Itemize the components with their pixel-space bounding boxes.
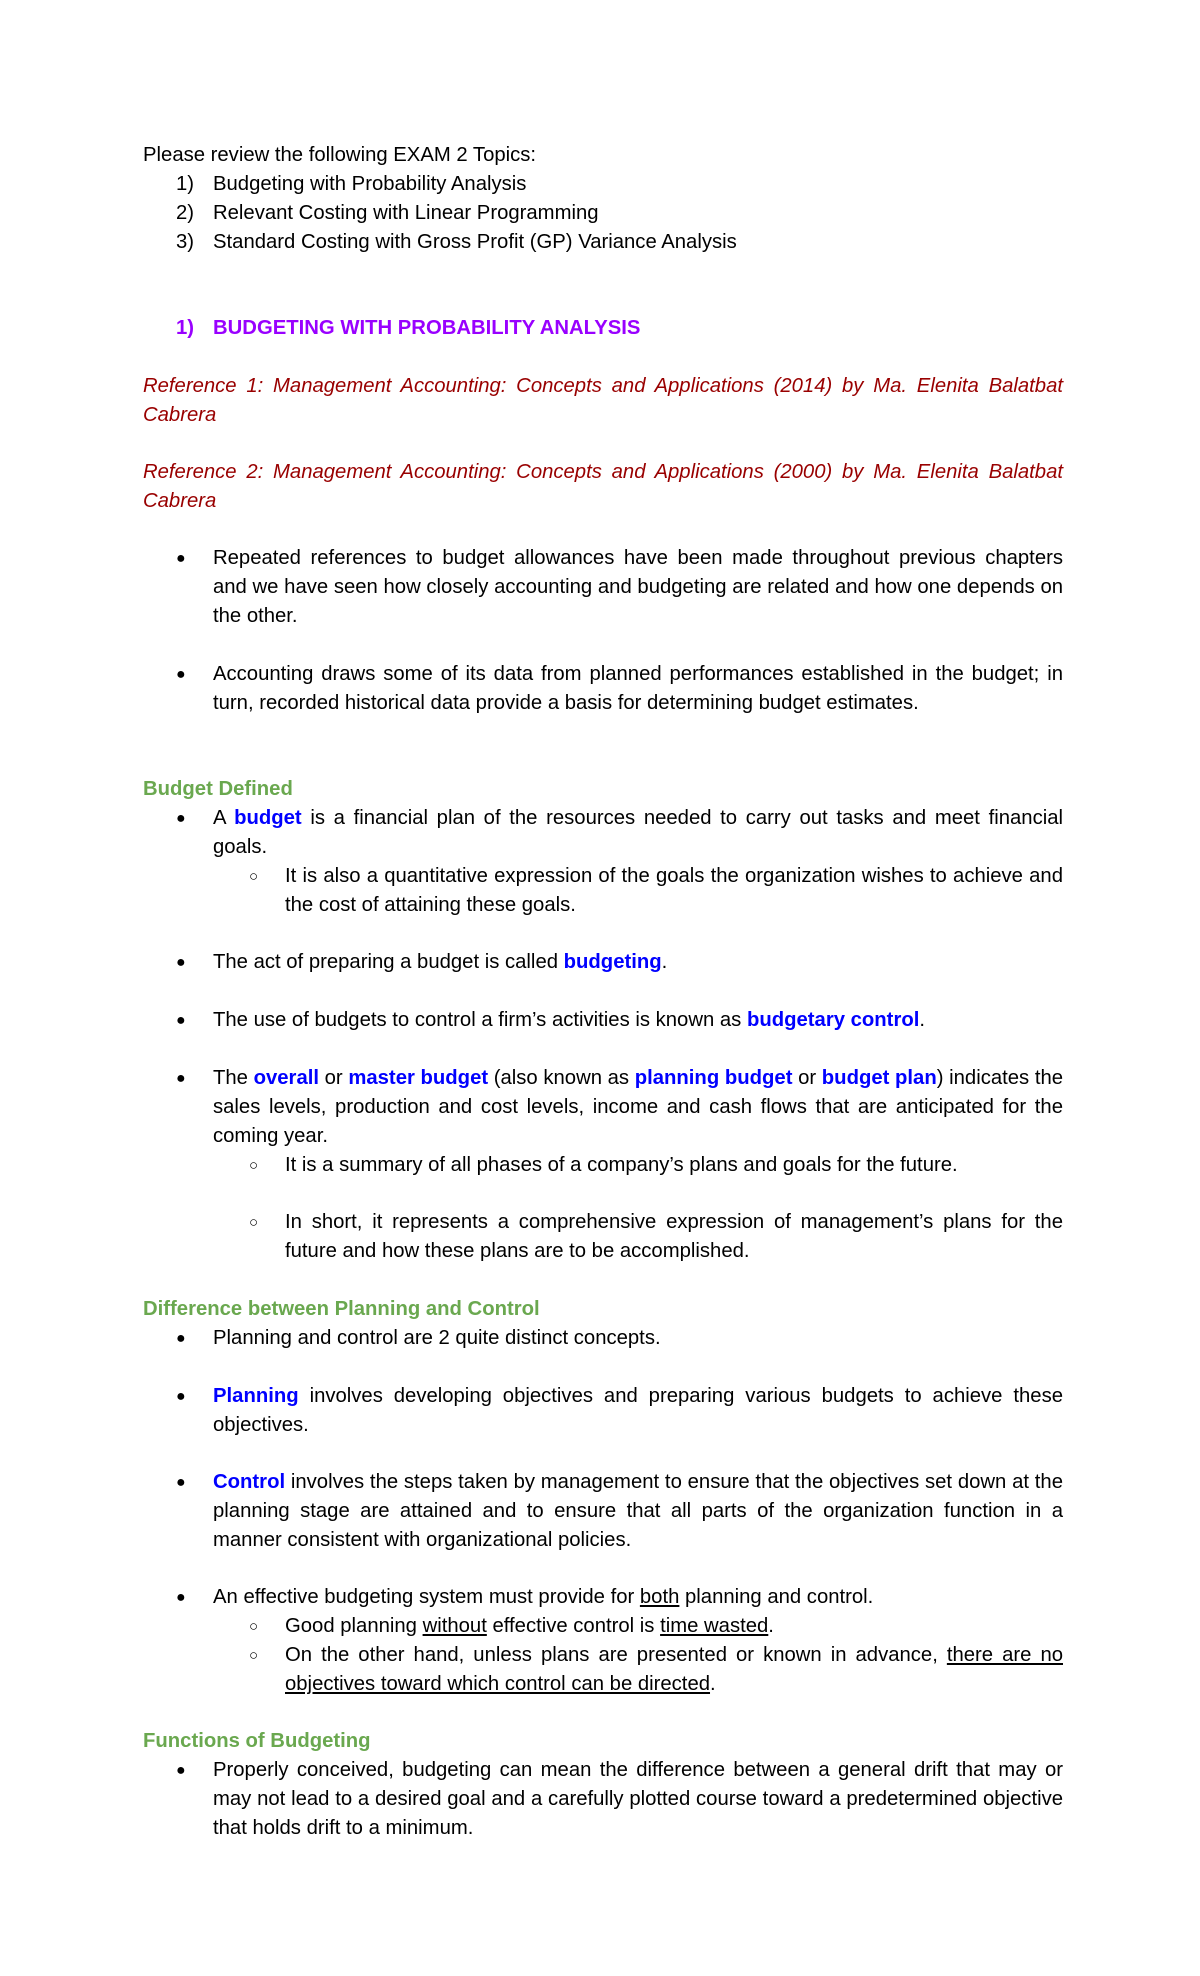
paragraph-quantitative-expression: It is also a quantitative expression of the goals the organization wishes to achieve and the cost of attaining these goals. [285,865,1063,916]
paragraph-master-budget: The overall or master budget (also known as planning budget or budget plan) indicates the sales levels, production and cost levels, income and cash flows that are anticipated for the coming year. [213,1067,1064,1147]
section-title: BUDGETING WITH PROBABILITY ANALYSIS [213,317,641,339]
bullet-glyph: ● [176,1388,186,1405]
term-budget-plan: budget plan [821,1067,937,1089]
paragraph-good-planning: Good planning without effective control is time wasted. [285,1615,774,1637]
bullet-glyph: ● [176,1762,186,1779]
bullet-glyph: ● [176,1070,186,1087]
topic-number: 2) [176,202,195,224]
term-master-budget: master budget [348,1067,489,1089]
paragraph-budgeting: The act of preparing a budget is called budgeting. [213,951,668,973]
topic-item: Budgeting with Probability Analysis [213,173,527,195]
paragraph-accounting-data: Accounting draws some of its data from planned performances established in the budget; in turn, recorded historical data provide a basis for determining budget estimates. [213,663,1063,714]
term-budgetary-control: budgetary control [746,1009,920,1031]
paragraph-planning: Planning involves developing objectives and preparing various budgets to achieve these objectives. [213,1385,1063,1436]
heading-planning-control: Difference between Planning and Control [143,1298,540,1320]
topic-number: 3) [176,231,195,253]
topic-item: Standard Costing with Gross Profit (GP) Variance Analysis [213,231,737,253]
bullet-glyph: ● [176,954,186,971]
heading-functions-of-budgeting: Functions of Budgeting [143,1730,371,1752]
paragraph-comprehensive-expression: In short, it represents a comprehensive expression of management’s plans for the future and how these plans are to be accomplished. [285,1211,1063,1262]
term-control: Control [213,1471,286,1493]
intro-heading: Please review the following EXAM 2 Topics: [143,144,537,166]
bullet-glyph: ● [176,1330,186,1347]
bullet-glyph: ● [176,550,186,567]
sub-bullet-glyph: ○ [249,1618,259,1635]
term-overall: overall [253,1067,319,1089]
bullet-glyph: ● [176,666,186,683]
heading-budget-defined: Budget Defined [143,778,293,800]
reference-2: Reference 2: Management Accounting: Concepts and Applications (2000) by Ma. Elenita Balatbat Cabrera [143,461,1063,512]
sub-bullet-glyph: ○ [249,868,259,885]
sub-bullet-glyph: ○ [249,1157,259,1174]
paragraph-plans-in-advance: On the other hand, unless plans are presented or known in advance, there are no objectives toward which control can be directed. [285,1644,1063,1695]
term-planning-budget: planning budget [634,1067,793,1089]
bullet-glyph: ● [176,1012,186,1029]
sub-bullet-glyph: ○ [249,1214,259,1231]
paragraph-budgetary-control: The use of budgets to control a firm’s activities is known as budgetary control. [213,1009,925,1031]
reference-1: Reference 1: Management Accounting: Concepts and Applications (2014) by Ma. Elenita Balatbat Cabrera [143,375,1063,426]
paragraph-control: Control involves the steps taken by management to ensure that the objectives set down at the planning stage are attained and to ensure that all parts of the organization function in a manner consistent with organizational policies. [213,1471,1063,1551]
term-planning: Planning [213,1385,299,1407]
bullet-glyph: ● [176,1589,186,1606]
paragraph-distinct-concepts: Planning and control are 2 quite distinct concepts. [213,1327,661,1349]
bullet-glyph: ● [176,810,186,827]
topic-item: Relevant Costing with Linear Programming [213,202,599,224]
paragraph-budget-definition: A budget is a financial plan of the resources needed to carry out tasks and meet financial goals. [213,807,1063,858]
term-budgeting: budgeting [563,951,662,973]
sub-bullet-glyph: ○ [249,1647,259,1664]
paragraph-effective-budgeting: An effective budgeting system must provide for both planning and control. [213,1586,874,1608]
paragraph-properly-conceived: Properly conceived, budgeting can mean the difference between a general drift that may or may not lead to a desired goal and a carefully plotted course toward a predetermined objective that holds drift to a minimum. [213,1759,1063,1839]
paragraph-summary-of-phases: It is a summary of all phases of a company’s plans and goals for the future. [285,1154,958,1176]
section-number: 1) [176,317,195,339]
bullet-glyph: ● [176,1474,186,1491]
topic-number: 1) [176,173,195,195]
paragraph-budget-references: Repeated references to budget allowances have been made throughout previous chapters and we have seen how closely accounting and budgeting are related and how one depends on the other. [213,547,1063,627]
term-budget: budget [234,807,302,829]
